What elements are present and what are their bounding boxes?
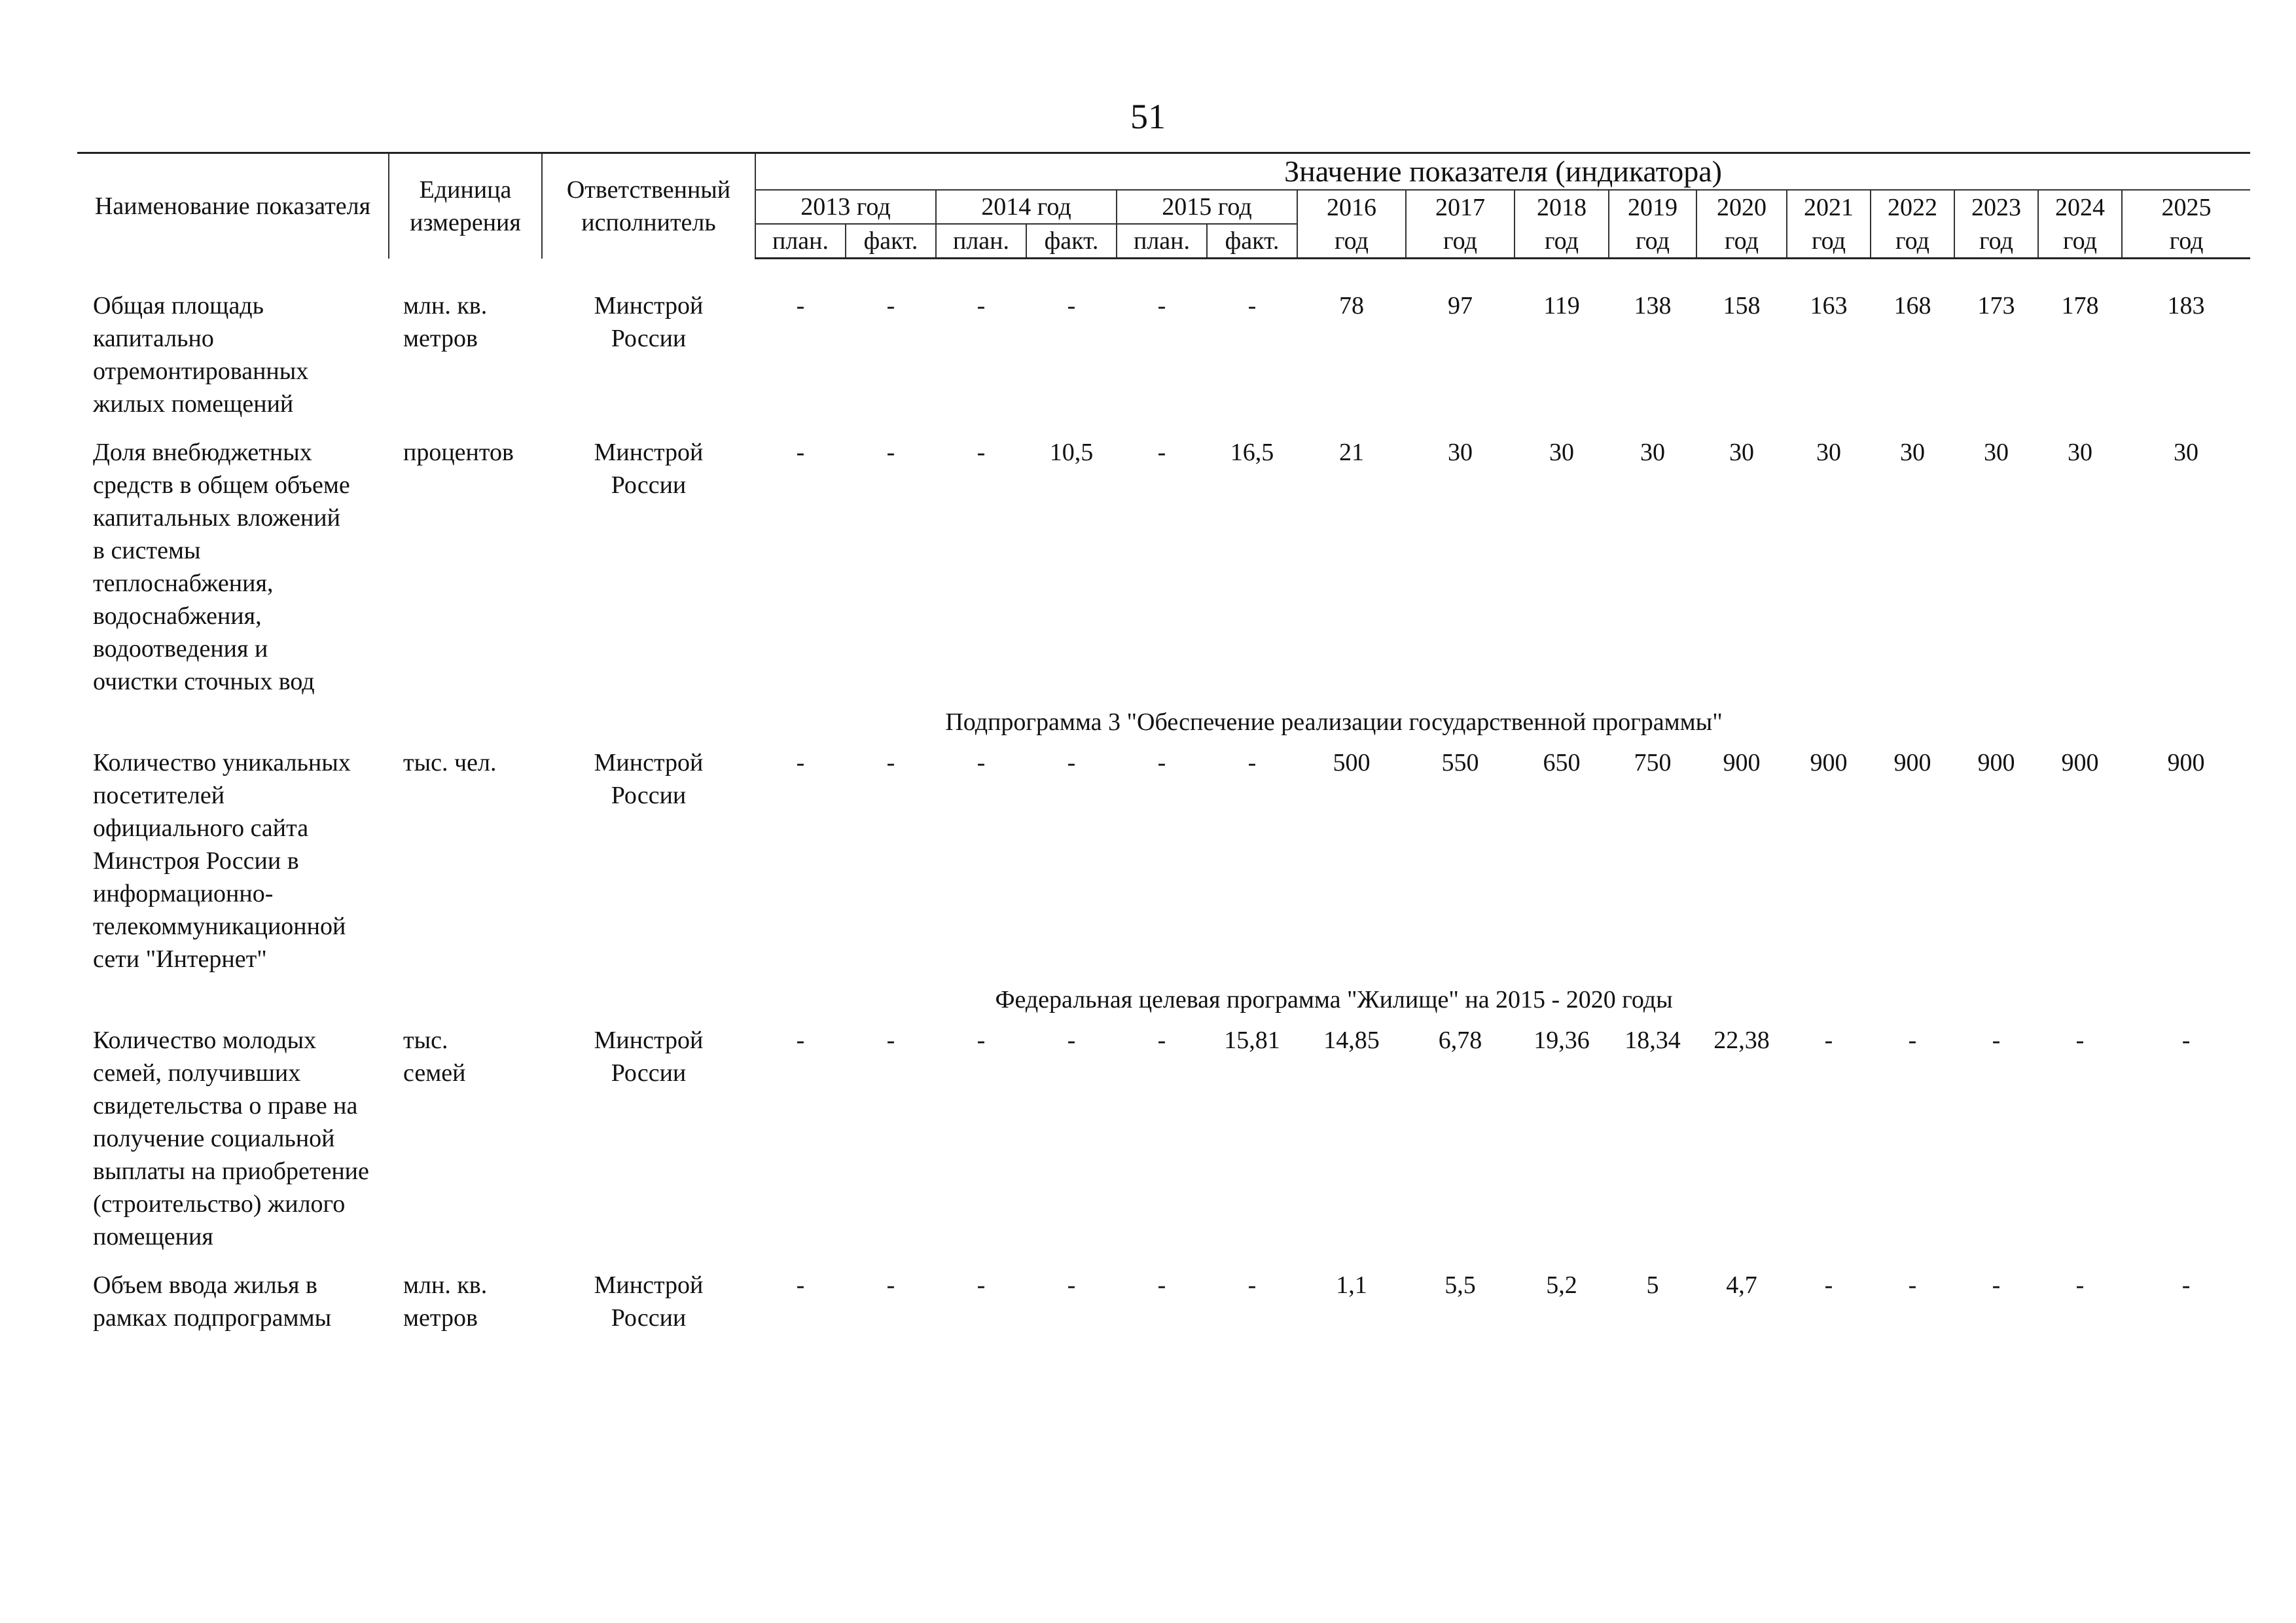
value-2013-fact: - [886, 439, 895, 466]
value-2017: 30 [1448, 439, 1473, 466]
table-body [77, 259, 2250, 1335]
header-indicator-values: Значение показателя (индикатора) [755, 153, 2250, 191]
indicator-name: Количество молодых семей, получивших свидетельства о праве на получение социальной выплаты на приобретение (строительство) жилого помещения [93, 1027, 369, 1250]
header-god-label: год [1696, 224, 1787, 259]
value-2017: 5,5 [1444, 1271, 1476, 1299]
header-2015-fact: факт. [1207, 224, 1297, 259]
value-2018: 119 [1543, 292, 1580, 319]
value-2018: 19,36 [1534, 1027, 1590, 1054]
value-2018: 650 [1543, 749, 1581, 776]
value-2014-fact: 10,5 [1049, 439, 1094, 466]
header-2015-plan: план. [1117, 224, 1207, 259]
value-2021: - [1824, 1027, 1833, 1054]
header-god-label: год [1871, 224, 1954, 259]
value-2015-fact: - [1247, 292, 1257, 319]
value-2014-plan: - [977, 292, 986, 319]
value-2016: 78 [1339, 292, 1364, 319]
value-2024: - [2075, 1271, 2085, 1299]
value-2024: 178 [2061, 292, 2099, 319]
value-2014-plan: - [977, 1271, 986, 1299]
value-2018: 30 [1549, 439, 1574, 466]
value-2019: 138 [1634, 292, 1672, 319]
table-row [77, 289, 2250, 420]
value-2025: 900 [2167, 749, 2205, 776]
value-2019: 5 [1646, 1271, 1659, 1299]
value-2017: 6,78 [1438, 1027, 1482, 1054]
header-year-2021: 2021 [1787, 190, 1871, 224]
indicator-name: Объем ввода жилья в рамках подпрограммы [93, 1271, 332, 1332]
value-2024: 30 [2068, 439, 2092, 466]
indicator-executor: Минстрой России [594, 292, 704, 352]
value-2016: 500 [1333, 749, 1371, 776]
header-unit: Единица измерения [389, 153, 542, 259]
value-2013-plan: - [796, 1271, 805, 1299]
value-2025: 30 [2174, 439, 2199, 466]
indicator-table [77, 152, 2250, 1334]
section-heading [77, 976, 2250, 1024]
indicator-table-wrapper [77, 152, 2250, 1334]
indicator-unit: тыс. семей [403, 1027, 466, 1087]
value-2023: 173 [1977, 292, 2015, 319]
value-2022: - [1908, 1027, 1917, 1054]
indicator-executor: Минстрой России [594, 1271, 704, 1332]
value-2022: 900 [1893, 749, 1931, 776]
value-2014-plan: - [977, 1027, 986, 1054]
spacer [77, 1253, 2250, 1269]
header-year-2017: 2017 [1406, 190, 1515, 224]
value-2016: 14,85 [1323, 1027, 1380, 1054]
header-god-label: год [1954, 224, 2038, 259]
value-2021: - [1824, 1271, 1833, 1299]
header-year-2013: 2013 год [755, 190, 936, 224]
value-2013-fact: - [886, 292, 895, 319]
value-2020: 22,38 [1713, 1027, 1770, 1054]
value-2014-plan: - [977, 439, 986, 466]
indicator-unit: млн. кв. метров [403, 292, 488, 352]
value-2016: 21 [1339, 439, 1364, 466]
value-2013-plan: - [796, 749, 805, 776]
value-2020: 158 [1723, 292, 1761, 319]
value-2025: - [2181, 1027, 2191, 1054]
value-2013-plan: - [796, 292, 805, 319]
header-god-label: год [1787, 224, 1871, 259]
value-2014-fact: - [1067, 749, 1076, 776]
value-2025: 183 [2167, 292, 2205, 319]
section-title-fcp-zhilishche: Федеральная целевая программа "Жилище" на 2015 - 2020 годы [995, 986, 1673, 1013]
value-2013-plan: - [796, 439, 805, 466]
header-god-label: год [1515, 224, 1609, 259]
table-row [77, 1024, 2250, 1253]
value-2017: 550 [1441, 749, 1479, 776]
value-2023: - [1992, 1271, 2001, 1299]
value-2022: 168 [1893, 292, 1931, 319]
value-2017: 97 [1448, 292, 1473, 319]
header-2014-plan: план. [936, 224, 1026, 259]
value-2015-plan: - [1157, 292, 1166, 319]
indicator-executor: Минстрой России [594, 749, 704, 809]
table-header [77, 153, 2250, 259]
header-2013-fact: факт. [846, 224, 936, 259]
value-2019: 30 [1640, 439, 1665, 466]
value-2015-fact: 16,5 [1230, 439, 1274, 466]
value-2015-fact: - [1247, 1271, 1257, 1299]
value-2021: 30 [1816, 439, 1841, 466]
value-2016: 1,1 [1336, 1271, 1367, 1299]
value-2015-plan: - [1157, 1271, 1166, 1299]
indicator-executor: Минстрой России [594, 1027, 704, 1087]
value-2025: - [2181, 1271, 2191, 1299]
value-2014-fact: - [1067, 292, 1076, 319]
header-2013-plan: план. [755, 224, 846, 259]
header-year-2016: 2016 [1297, 190, 1406, 224]
header-year-2014: 2014 год [936, 190, 1117, 224]
value-2020: 4,7 [1726, 1271, 1757, 1299]
value-2013-fact: - [886, 749, 895, 776]
header-indicator-name: Наименование показателя [77, 153, 389, 259]
value-2019: 750 [1634, 749, 1672, 776]
value-2015-plan: - [1157, 1027, 1166, 1054]
header-year-2020: 2020 [1696, 190, 1787, 224]
value-2021: 163 [1810, 292, 1848, 319]
value-2023: 30 [1984, 439, 2009, 466]
page-number: 51 [1130, 97, 1166, 136]
value-2021: 900 [1810, 749, 1848, 776]
indicator-name: Количество уникальных посетителей официального сайта Минстроя России в информационно-телекоммуникационной сети "Интернет" [93, 749, 351, 973]
value-2015-fact: 15,81 [1224, 1027, 1280, 1054]
header-year-2024: 2024 [2038, 190, 2122, 224]
header-year-2025: 2025 [2122, 190, 2250, 224]
header-executor: Ответственный исполнитель [542, 153, 755, 259]
value-2015-fact: - [1247, 749, 1257, 776]
value-2024: - [2075, 1027, 2085, 1054]
value-2015-plan: - [1157, 439, 1166, 466]
section-row [77, 698, 2250, 746]
header-year-2015: 2015 год [1117, 190, 1297, 224]
section-heading [77, 698, 2250, 746]
section-row [77, 976, 2250, 1024]
header-year-2022: 2022 [1871, 190, 1954, 224]
value-2023: 900 [1977, 749, 2015, 776]
value-2014-fact: - [1067, 1027, 1076, 1054]
value-2018: 5,2 [1546, 1271, 1577, 1299]
value-2015-plan: - [1157, 749, 1166, 776]
value-2020: 30 [1729, 439, 1754, 466]
header-god-label: год [1297, 224, 1406, 259]
table-row [77, 436, 2250, 698]
table-row [77, 746, 2250, 976]
header-god-label: год [1406, 224, 1515, 259]
header-year-2023: 2023 [1954, 190, 2038, 224]
header-year-2019: 2019 [1609, 190, 1696, 224]
value-2023: - [1992, 1027, 2001, 1054]
indicator-executor: Минстрой России [594, 439, 704, 499]
value-2024: 900 [2061, 749, 2099, 776]
spacer [77, 259, 2250, 290]
section-title-subprogram-3: Подпрограмма 3 "Обеспечение реализации государственной программы" [945, 708, 1723, 736]
value-2020: 900 [1723, 749, 1761, 776]
indicator-unit: тыс. чел. [403, 749, 497, 776]
header-year-2018: 2018 [1515, 190, 1609, 224]
value-2022: 30 [1900, 439, 1925, 466]
value-2022: - [1908, 1271, 1917, 1299]
header-god-label: год [2122, 224, 2250, 259]
header-2014-fact: факт. [1026, 224, 1117, 259]
header-god-label: год [1609, 224, 1696, 259]
spacer [77, 420, 2250, 436]
value-2014-fact: - [1067, 1271, 1076, 1299]
value-2013-fact: - [886, 1027, 895, 1054]
value-2013-fact: - [886, 1271, 895, 1299]
header-god-label: год [2038, 224, 2122, 259]
value-2014-plan: - [977, 749, 986, 776]
indicator-name: Общая площадь капитально отремонтированных жилых помещений [93, 292, 309, 418]
table-row [77, 1269, 2250, 1334]
value-2013-plan: - [796, 1027, 805, 1054]
indicator-name: Доля внебюджетных средств в общем объеме капитальных вложений в системы теплоснабжения, водоснабжения, водоотведения и очистки сточных вод [93, 439, 350, 695]
indicator-unit: процентов [403, 439, 514, 466]
indicator-unit: млн. кв. метров [403, 1271, 488, 1332]
value-2019: 18,34 [1624, 1027, 1681, 1054]
